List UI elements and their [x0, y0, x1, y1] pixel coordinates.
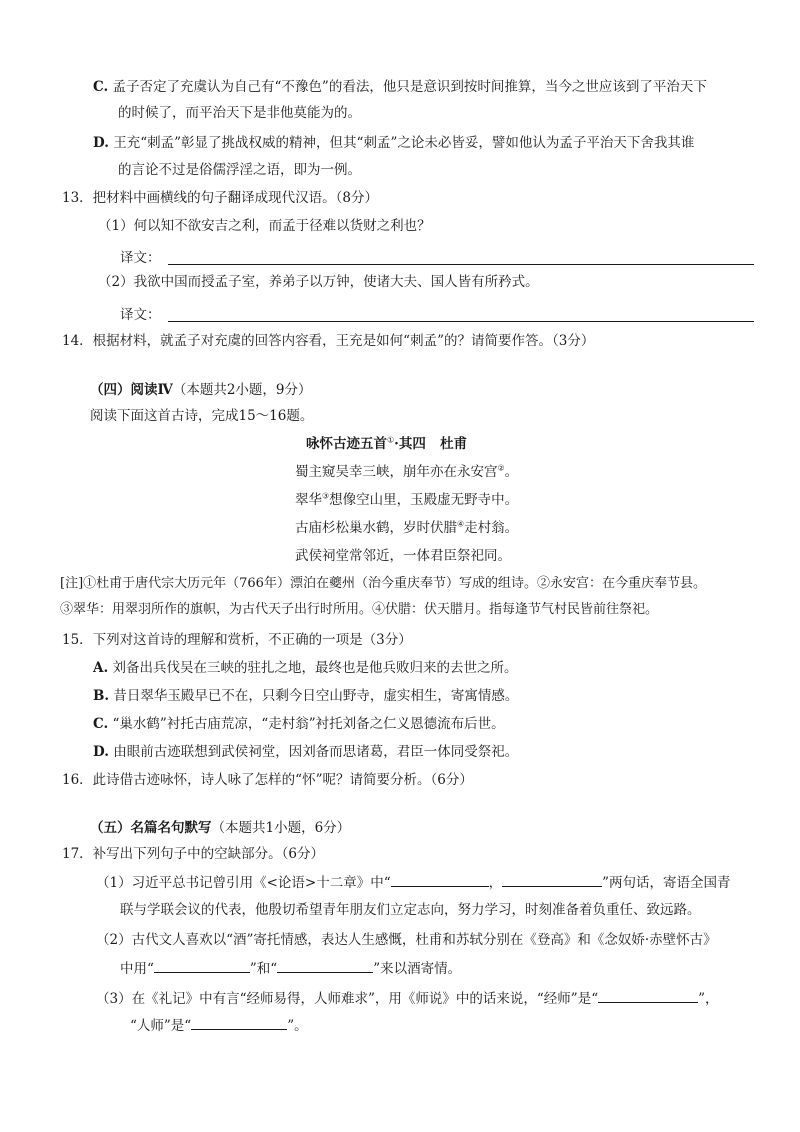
q17-item2-line1: （2）古代文人喜欢以“酒”寄托情感，表达人生感慨，杜甫和苏轼分别在《登高》和《念奴娇·赤壁怀古》 [96, 932, 717, 948]
q12-option-d-line1 [93, 133, 694, 153]
poem-line3-text-a: 古庙杉松巢水鹤，岁时伏腊 [295, 520, 457, 536]
q17-blank-5[interactable] [598, 988, 698, 1003]
q12-option-d-letter: D. [93, 135, 109, 151]
poem-line3-text-b: 走村翁。 [464, 520, 519, 536]
q12-option-c-letter: C. [93, 79, 109, 95]
q14-stem: 14．根据材料，就孟子对充虞的回答内容看，王充是如何“刺孟”的？请简要作答。（3分） [62, 333, 595, 349]
q12-option-c-line2: 的时候了，而平治天下是非他莫能为的。 [118, 105, 361, 121]
q17-item2-line2 [120, 958, 461, 979]
q17-blank-3[interactable] [154, 958, 250, 973]
section4-title: （四）阅读Ⅳ [90, 382, 173, 398]
q13-answer2-label: 译文： [120, 307, 161, 323]
poem-title: 咏怀古迹五首 [306, 436, 387, 452]
q15-option-c[interactable] [93, 714, 505, 734]
q13-stem: 13．把材料中画横线的句子翻译成现代汉语。（8分） [62, 190, 379, 206]
q17-stem: 17．补写出下列句子中的空缺部分。（6分） [62, 846, 325, 862]
poem-notes-line2: ③翠华：用翠羽所作的旗帜，为古代天子出行时所用。④伏腊：伏天腊月。指每逢节气村民皆前往祭祀。 [60, 602, 659, 617]
poem-notes-line1: [注]①杜甫于唐代宗大历元年（766年）漂泊在夔州（治今重庆奉节）写成的组诗。②永安宫：在今重庆奉节县。 [60, 576, 706, 591]
q17-item3-line2 [130, 1015, 308, 1036]
q15-option-b-text: 昔日翠华玉殿早已不在，只剩今日空山野寺，虚实相生，寄寓情感。 [113, 688, 519, 704]
poem-line1-text: 蜀主窥吴幸三峡，崩年亦在永安宫 [295, 464, 498, 480]
q15-option-d-letter: D. [93, 744, 109, 760]
q13-answer1-line[interactable] [168, 264, 754, 265]
poem-line1-end: 。 [504, 464, 519, 480]
q15-option-b[interactable] [93, 686, 518, 706]
poem-title-suffix: ·其四 [394, 436, 426, 452]
poem-line3 [295, 518, 518, 538]
q17-item3-prefix2: “人师”是“ [130, 1018, 192, 1034]
q17-blank-6[interactable] [191, 1015, 287, 1030]
q17-item1-line2: 联与学联会议的代表，他殷切希望青年朋友们立定志向，努力学习，时刻准备着负重任、致远路。 [120, 902, 701, 918]
section4-meta: （本题共2小题，9分） [172, 382, 312, 398]
q15-option-d-text: 由眼前古迹联想到武侯祠堂，因刘备而思诸葛，君臣一体同受祭祀。 [113, 744, 519, 760]
q13-answer1-label: 译文： [120, 250, 161, 266]
q12-option-c-line1 [93, 77, 707, 97]
poem-line4: 武侯祠堂常邻近，一体君臣祭祀同。 [295, 548, 511, 564]
q15-option-c-text: “巢水鹤”衬托古庙荒凉，“走村翁”衬托刘备之仁义恩德流布后世。 [112, 716, 505, 732]
q12-option-d-line2: 的言论不过是俗儒浮淫之语，即为一例。 [118, 162, 361, 178]
q17-item3-end: ”。 [287, 1018, 308, 1034]
poem-line2 [295, 490, 518, 510]
q17-item2-suffix: ”来以酒寄情。 [373, 961, 462, 977]
q15-option-a-text: 刘备出兵伐吴在三峡的驻扎之地，最终也是他兵败归来的去世之所。 [112, 660, 518, 676]
q15-option-d[interactable] [93, 742, 518, 762]
q17-item1-line1 [96, 872, 731, 893]
q17-item1-comma: ， [488, 875, 503, 891]
q13-item2: （2）我欲中国而授孟子室，养弟子以万钟，使诸大夫、国人皆有所矜式。 [98, 274, 539, 290]
poem-title-line [306, 434, 467, 454]
q16-stem: 16．此诗借古迹咏怀，诗人咏了怎样的“怀”呢？请简要分析。（6分） [62, 772, 473, 788]
poem-line2-note: ③ [322, 491, 330, 501]
q17-item1-prefix: （1）习近平总书记曾引用《<论语>十二章》中“ [96, 875, 391, 891]
poem-line3-note: ④ [457, 519, 465, 529]
q15-option-b-letter: B. [93, 688, 110, 704]
q12-option-d-text: 王充“刺孟”彰显了挑战权威的精神，但其“刺孟”之论未必皆妥，譬如他认为孟子平治天下舍我其谁 [113, 135, 695, 151]
q15-option-a-letter: A. [93, 660, 109, 676]
q15-option-a[interactable] [93, 658, 517, 678]
q13-answer2-line[interactable] [168, 321, 754, 322]
poem-line2-text-b: 想像空山里，玉殿虚无野寺中。 [329, 492, 519, 508]
q17-item1-suffix: ”两句话，寄语全国青 [602, 875, 731, 891]
q17-blank-2[interactable] [502, 872, 602, 887]
q17-item2-prefix: 中用“ [120, 961, 154, 977]
q17-blank-1[interactable] [391, 872, 489, 887]
section5-title: （五）名篇名句默写 [90, 820, 212, 836]
q17-item2-mid: ”和“ [249, 961, 278, 977]
poem-author: 杜甫 [440, 436, 468, 452]
q15-option-c-letter: C. [93, 716, 109, 732]
section5-heading [90, 818, 350, 838]
poem-line1-note: ② [497, 463, 505, 473]
poem-title-note: ① [387, 435, 395, 445]
section5-meta: （本题共1小题，6分） [211, 820, 351, 836]
q17-item3-prefix: （3）在《礼记》中有言“经师易得，人师难求”，用《师说》中的话来说，“经师”是“ [96, 991, 599, 1007]
q15-stem: 15．下列对这首诗的理解和赏析，不正确的一项是（3分） [62, 632, 412, 648]
q13-item1: （1）何以知不欲安吉之利，而孟于径难以货财之利也？ [98, 218, 431, 234]
poem-line1 [295, 462, 518, 482]
section4-intro: 阅读下面这首古诗，完成15～16题。 [90, 408, 314, 424]
q17-item3-line1 [96, 988, 719, 1009]
q17-item3-mid: ”， [698, 991, 719, 1007]
q12-option-c-text: 孟子否定了充虞认为自己有“不豫色”的看法，他只是意识到按时间推算，当今之世应该到了平治天下 [112, 79, 707, 95]
poem-line2-text-a: 翠华 [295, 492, 322, 508]
q17-blank-4[interactable] [277, 958, 373, 973]
section4-heading [90, 380, 312, 400]
